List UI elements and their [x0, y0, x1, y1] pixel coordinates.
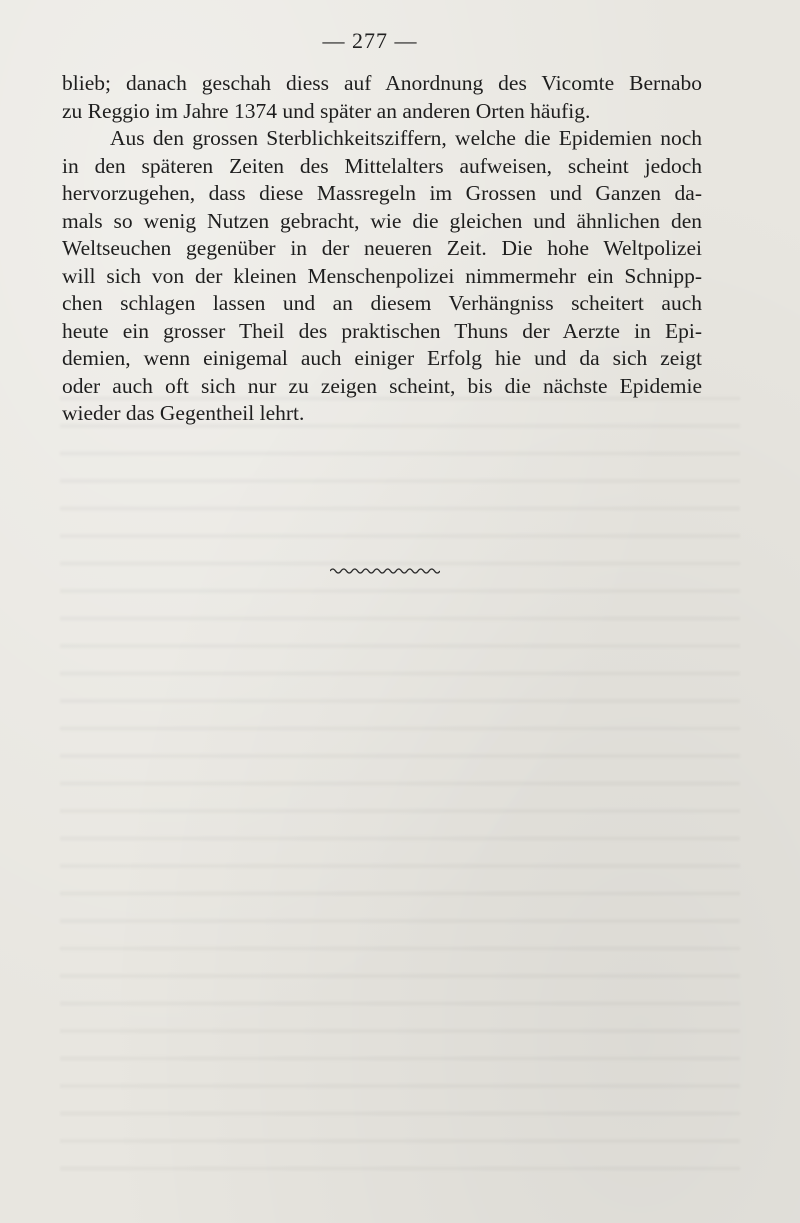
- text-line: demien, wenn einigemal auch einiger Erfolg hie und da sich zeigt: [62, 346, 702, 370]
- text-line: blieb; danach geschah diess auf Anordnung des Vicomte Bernabo: [62, 71, 702, 95]
- text-line: wieder das Gegentheil lehrt.: [62, 401, 305, 425]
- show-through-texture: [60, 380, 740, 1180]
- page-number: — 277 —: [322, 28, 418, 53]
- text-line: heute ein grosser Theil des praktischen Thuns der Aerzte in Epi-: [62, 318, 702, 343]
- body-text: [62, 70, 702, 428]
- text-line: Aus den grossen Sterblichkeitsziffern, welche die Epidemien noch: [110, 126, 702, 150]
- text-line: hervorzugehen, dass diese Massregeln im Grossen und Ganzen da-: [62, 181, 702, 205]
- text-line: chen schlagen lassen und an diesem Verhängniss scheitert auch: [62, 291, 702, 315]
- text-line: zu Reggio im Jahre 1374 und später an anderen Orten häufig.: [62, 98, 591, 123]
- text-line: Weltseuchen gegenüber in der neueren Zeit. Die hohe Weltpolizei: [62, 236, 702, 260]
- text-line: will sich von der kleinen Menschenpolizei nimmermehr ein Schnipp-: [62, 263, 702, 288]
- wavy-line-ornament-icon: [330, 566, 440, 576]
- text-line: in den späteren Zeiten des Mittelalters aufweisen, scheint jedoch: [62, 153, 702, 178]
- text-line: mals so wenig Nutzen gebracht, wie die gleichen und ähnlichen den: [62, 208, 702, 233]
- text-line: oder auch oft sich nur zu zeigen scheint, bis die nächste Epidemie: [62, 373, 702, 398]
